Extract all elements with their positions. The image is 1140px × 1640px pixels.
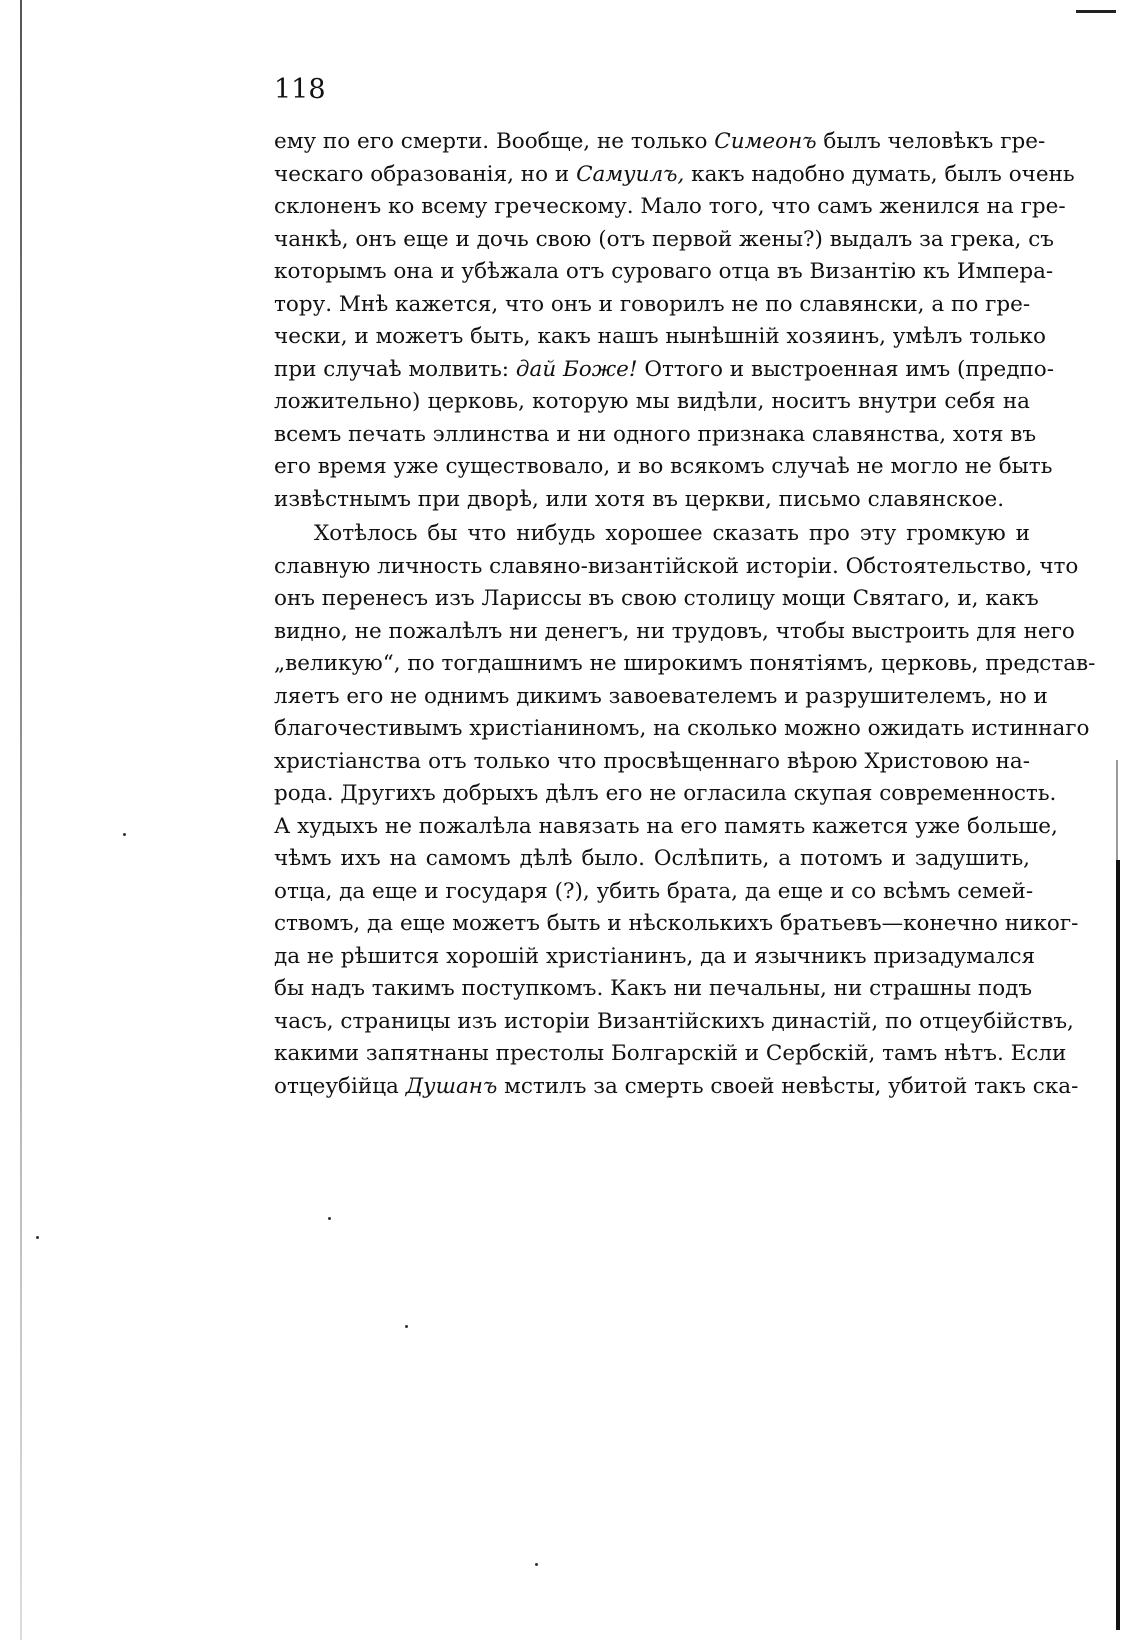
text-line [274, 713, 1090, 746]
text-line [274, 1006, 1074, 1039]
text-segment: ческаго образованія, но и [274, 161, 577, 187]
scan-speck [405, 1325, 408, 1328]
text-segment: онъ перенесъ изъ Лариссы въ свою столицу мощи Святаго, и, какъ [274, 586, 1039, 611]
scan-right-edge-line [1116, 860, 1120, 1630]
text-segment: какъ надобно думать, былъ очень [684, 161, 1075, 187]
text-segment: ствомъ, да еще можетъ быть и нѣсколькихъ братьевъ—конечно никог- [274, 911, 1079, 936]
text-line [274, 1071, 1079, 1104]
text-line [274, 746, 1030, 779]
text-segment: тору. Мнѣ кажется, что онъ и говорилъ не по славянски, а по гре- [274, 291, 1031, 317]
scan-top-right-mark [1076, 10, 1116, 13]
text-line [274, 908, 1079, 941]
scan-speck [123, 833, 126, 836]
text-segment: всемъ печать эллинства и ни одного признака славянства, хотя въ [274, 421, 1037, 447]
text-segment: благочестивымъ христіаниномъ, на сколько можно ожидать истиннаго [274, 716, 1090, 741]
text-line [274, 451, 1053, 484]
text-segment: А худыхъ не пожалѣла навязать на его память кажется уже больше, [274, 813, 1058, 839]
italic-name: Душанъ [405, 1073, 498, 1099]
text-line [274, 811, 1058, 844]
text-line [274, 126, 1046, 159]
text-line [274, 289, 1030, 322]
text-line [274, 648, 1096, 681]
text-segment: при случаѣ молвить: [274, 356, 516, 382]
text-segment: ему по его смерти. Вообще, не только [274, 129, 715, 154]
paragraph-2 [274, 518, 1096, 1103]
scan-speck [328, 1217, 331, 1220]
text-line [274, 616, 1075, 649]
scan-right-edge-faint [1116, 760, 1118, 860]
text-line [274, 191, 1066, 224]
text-segment: „великую“, по тогдашнимъ не широкимъ понятіямъ, церковь, представ- [274, 651, 1096, 676]
text-segment: бы надъ такимъ поступкомъ. Какъ ни печальны, ни страшны подъ [274, 976, 1033, 1001]
italic-name: Симеонъ [714, 129, 817, 154]
page-number: 118 [274, 74, 326, 105]
text-line [274, 551, 1079, 584]
text-segment: славную личность славяно-византійской исторіи. Обстоятельство, что [274, 553, 1079, 579]
body-text [274, 126, 1096, 1103]
text-line [274, 386, 1030, 419]
text-segment: да не рѣшится хорошій христіанинъ, да и язычникъ призадумался [274, 943, 1036, 969]
text-line [274, 224, 1054, 257]
text-segment: видно, не пожалѣлъ ни денегъ, ни трудовъ, чтобы выстроить для него [274, 618, 1075, 644]
text-line [274, 354, 1054, 387]
text-line [274, 484, 1030, 517]
text-line [274, 518, 1030, 551]
text-segment: Хотѣлось бы что нибудь хорошее сказать про эту громкую и [314, 521, 1030, 546]
text-line [274, 583, 1039, 616]
text-line [274, 1038, 1067, 1071]
text-segment: извѣстнымъ при дворѣ, или хотя въ церкви, письмо славянское. [274, 486, 1005, 512]
text-segment: ложительно) церковь, которую мы видѣли, носитъ внутри себя на [274, 389, 1030, 414]
text-segment: его время уже существовало, и во всякомъ случаѣ не могло не быть [274, 454, 1053, 479]
text-line [274, 256, 1054, 289]
text-segment: Оттого и выстроенная имъ (предпо- [637, 356, 1054, 382]
scan-left-edge-line [20, 0, 22, 1640]
text-segment: отца, да еще и государя (?), убить брата, да еще и со всѣмъ семей- [274, 878, 1034, 904]
text-segment: рода. Другихъ добрыхъ дѣлъ его не огласила скупая современность. [274, 781, 1057, 806]
text-line [274, 941, 1036, 974]
text-segment: христіанства отъ только что просвѣщеннаго вѣрою Христовою на- [274, 748, 1030, 774]
text-line [274, 876, 1034, 909]
text-line [274, 159, 1075, 192]
paragraph-1 [274, 126, 1075, 516]
scan-speck [36, 1236, 39, 1239]
text-line [274, 843, 1030, 876]
text-segment: былъ человѣкъ гре- [816, 129, 1046, 154]
text-segment: чѣмъ ихъ на самомъ дѣлѣ было. Ослѣпить, а потомъ и задушить, [274, 846, 1030, 871]
text-segment: часъ, страницы изъ исторіи Византійскихъ династій, по отцеубійствъ, [274, 1008, 1074, 1034]
italic-name: Самуилъ, [576, 161, 685, 187]
text-segment: которымъ она и убѣжала отъ суроваго отца въ Византію къ Импера- [274, 259, 1054, 284]
text-segment: чески, и можетъ быть, какъ нашъ нынѣшній хозяинъ, умѣлъ только [274, 324, 1046, 349]
text-line [274, 681, 1048, 714]
text-segment: отцеубійца [274, 1073, 406, 1099]
text-line [274, 419, 1037, 452]
text-segment: мстилъ за смерть своей невѣсты, убитой такъ ска- [497, 1073, 1079, 1099]
text-line [274, 973, 1033, 1006]
text-line [274, 321, 1046, 354]
text-segment: чанкѣ, онъ еще и дочь свою (отъ первой жены?) выдалъ за грека, съ [274, 226, 1054, 252]
text-line [274, 778, 1057, 811]
text-segment: какими запятнаны престолы Болгарскій и Сербскій, тамъ нѣтъ. Если [274, 1041, 1067, 1066]
text-segment: склоненъ ко всему греческому. Мало того, что самъ женился на гре- [274, 194, 1066, 219]
scan-speck [535, 1563, 538, 1566]
italic-name: дай Боже! [515, 356, 638, 382]
text-segment: ляетъ его не однимъ дикимъ завоевателемъ и разрушителемъ, но и [274, 683, 1048, 709]
